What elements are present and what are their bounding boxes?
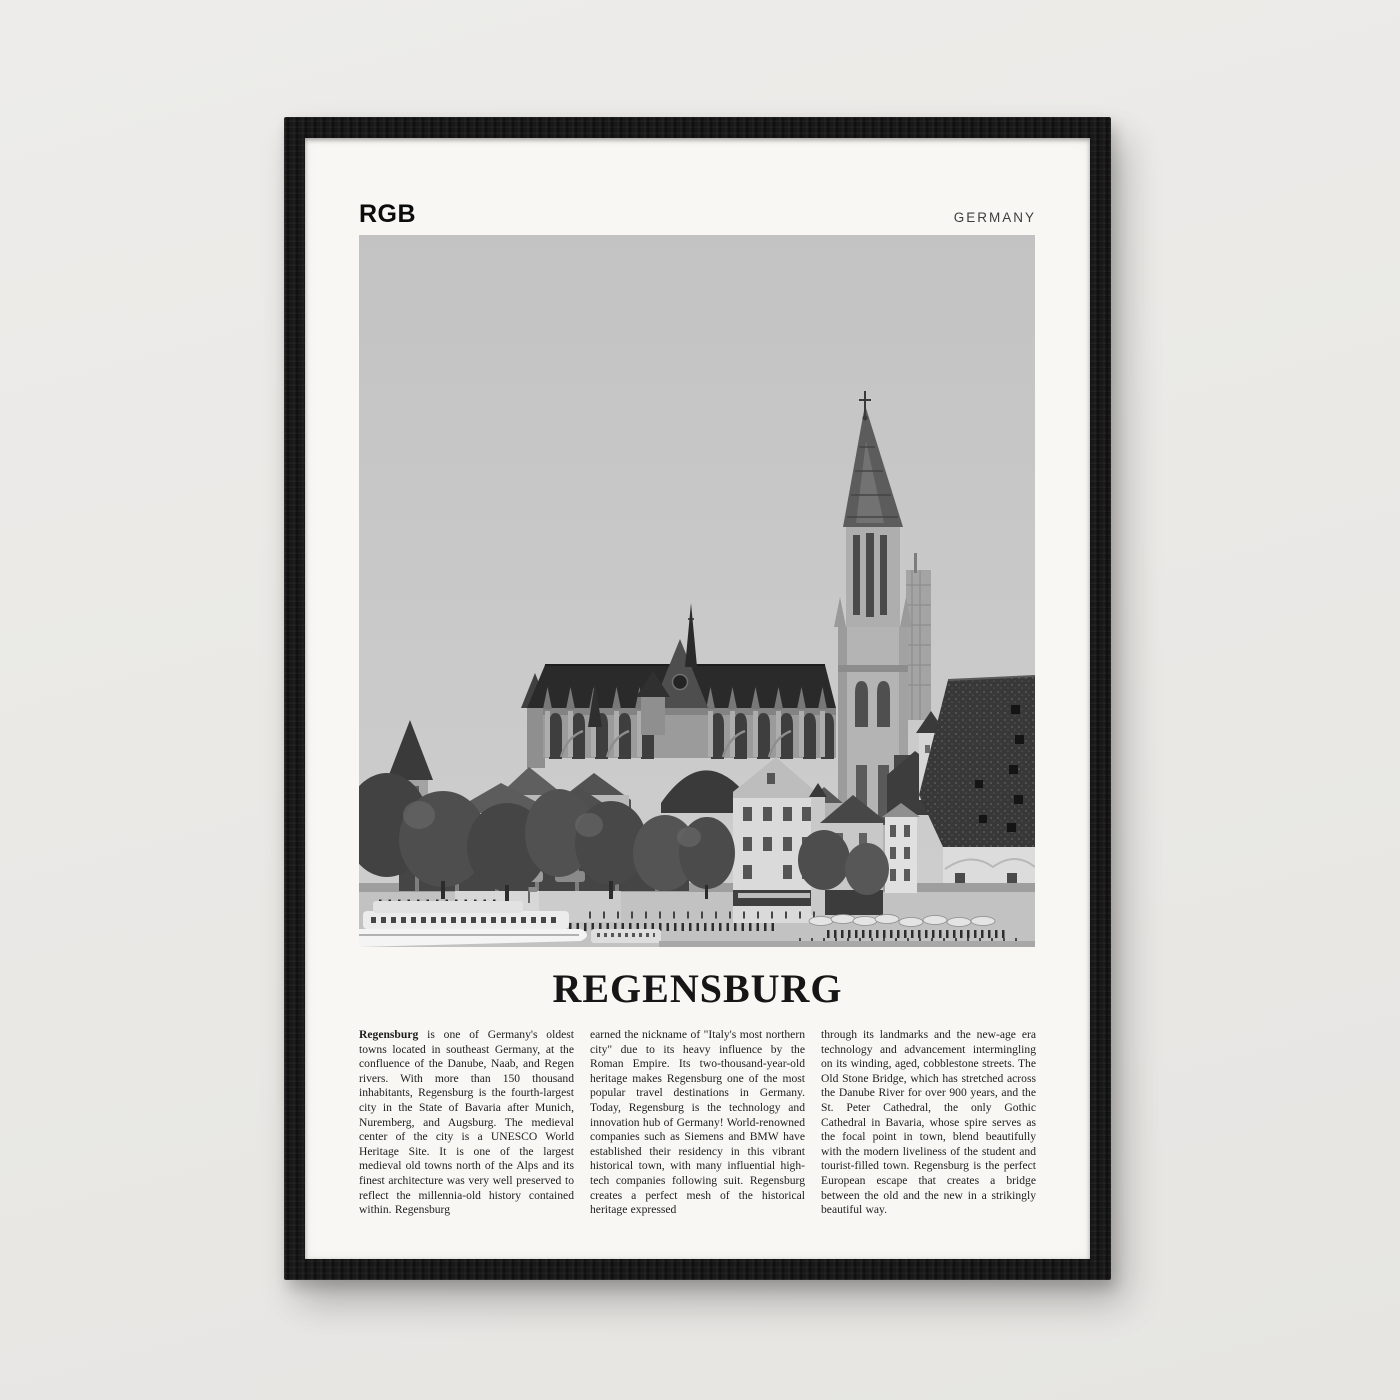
- poster-masthead: [359, 202, 1036, 229]
- brand-label: RGB: [359, 200, 417, 228]
- text-column-2: earned the nickname of "Italy's most northern city" due to its heavy influence by the Roman Empire. Its two-thousand-year-old heritage makes Regensburg one of the most popular travel destinations in Germany. Today, Regensburg is the technology and innovation hub of Germany! World-renowned companies such as Siemens and BMW have established their residency in this vibrant historical town, with many influential high-tech companies following suit. Regensburg creates a perfect mesh of the historical heritage expressed: [590, 1028, 805, 1217]
- lead-word: Regensburg: [359, 1028, 419, 1041]
- picture-frame: [284, 117, 1111, 1280]
- poster-title: REGENSBURG: [552, 966, 843, 1011]
- country-label: GERMANY: [953, 210, 1036, 225]
- scaffolded-tower: [906, 553, 931, 720]
- text-column-3: through its landmarks and the new-age era technology and advancement intermingling on its winding, aged, cobblestone streets. The Old Stone Bridge, which has stretched across the Danube River for over 900 years, and the St. Peter Cathedral, the only Gothic Cathedral in Bavaria, whose spire serves as the focal point in town, blend beautifully with the modern liveliness of the student and tourist-filled town. Regensburg is the perfect European escape that creates a bridge between the old and the new in a strikingly beautiful way.: [821, 1028, 1036, 1217]
- poster-mat: [305, 138, 1090, 1259]
- classical-house: [882, 803, 920, 893]
- regensburg-photo: [359, 235, 1035, 947]
- text-column-1: Regensburg is one of Germany's oldest towns located in southeast Germany, at the confluence of the Danube, Naab, and Regen rivers. With more than 150 thousand inhabitants, Regensburg is the fourth-largest city in the State of Bavaria after Munich, Nuremberg, and Augsburg. The medieval center of the city is a UNESCO World Heritage Site. It is one of the largest medieval old towns north of the Alps and its finest architecture was very well preserved to reflect the millennia-old history contained within. Regensburg: [359, 1028, 574, 1217]
- poster: [305, 138, 1090, 1259]
- water-edge: [659, 941, 1035, 947]
- body-text: [359, 1028, 1036, 1218]
